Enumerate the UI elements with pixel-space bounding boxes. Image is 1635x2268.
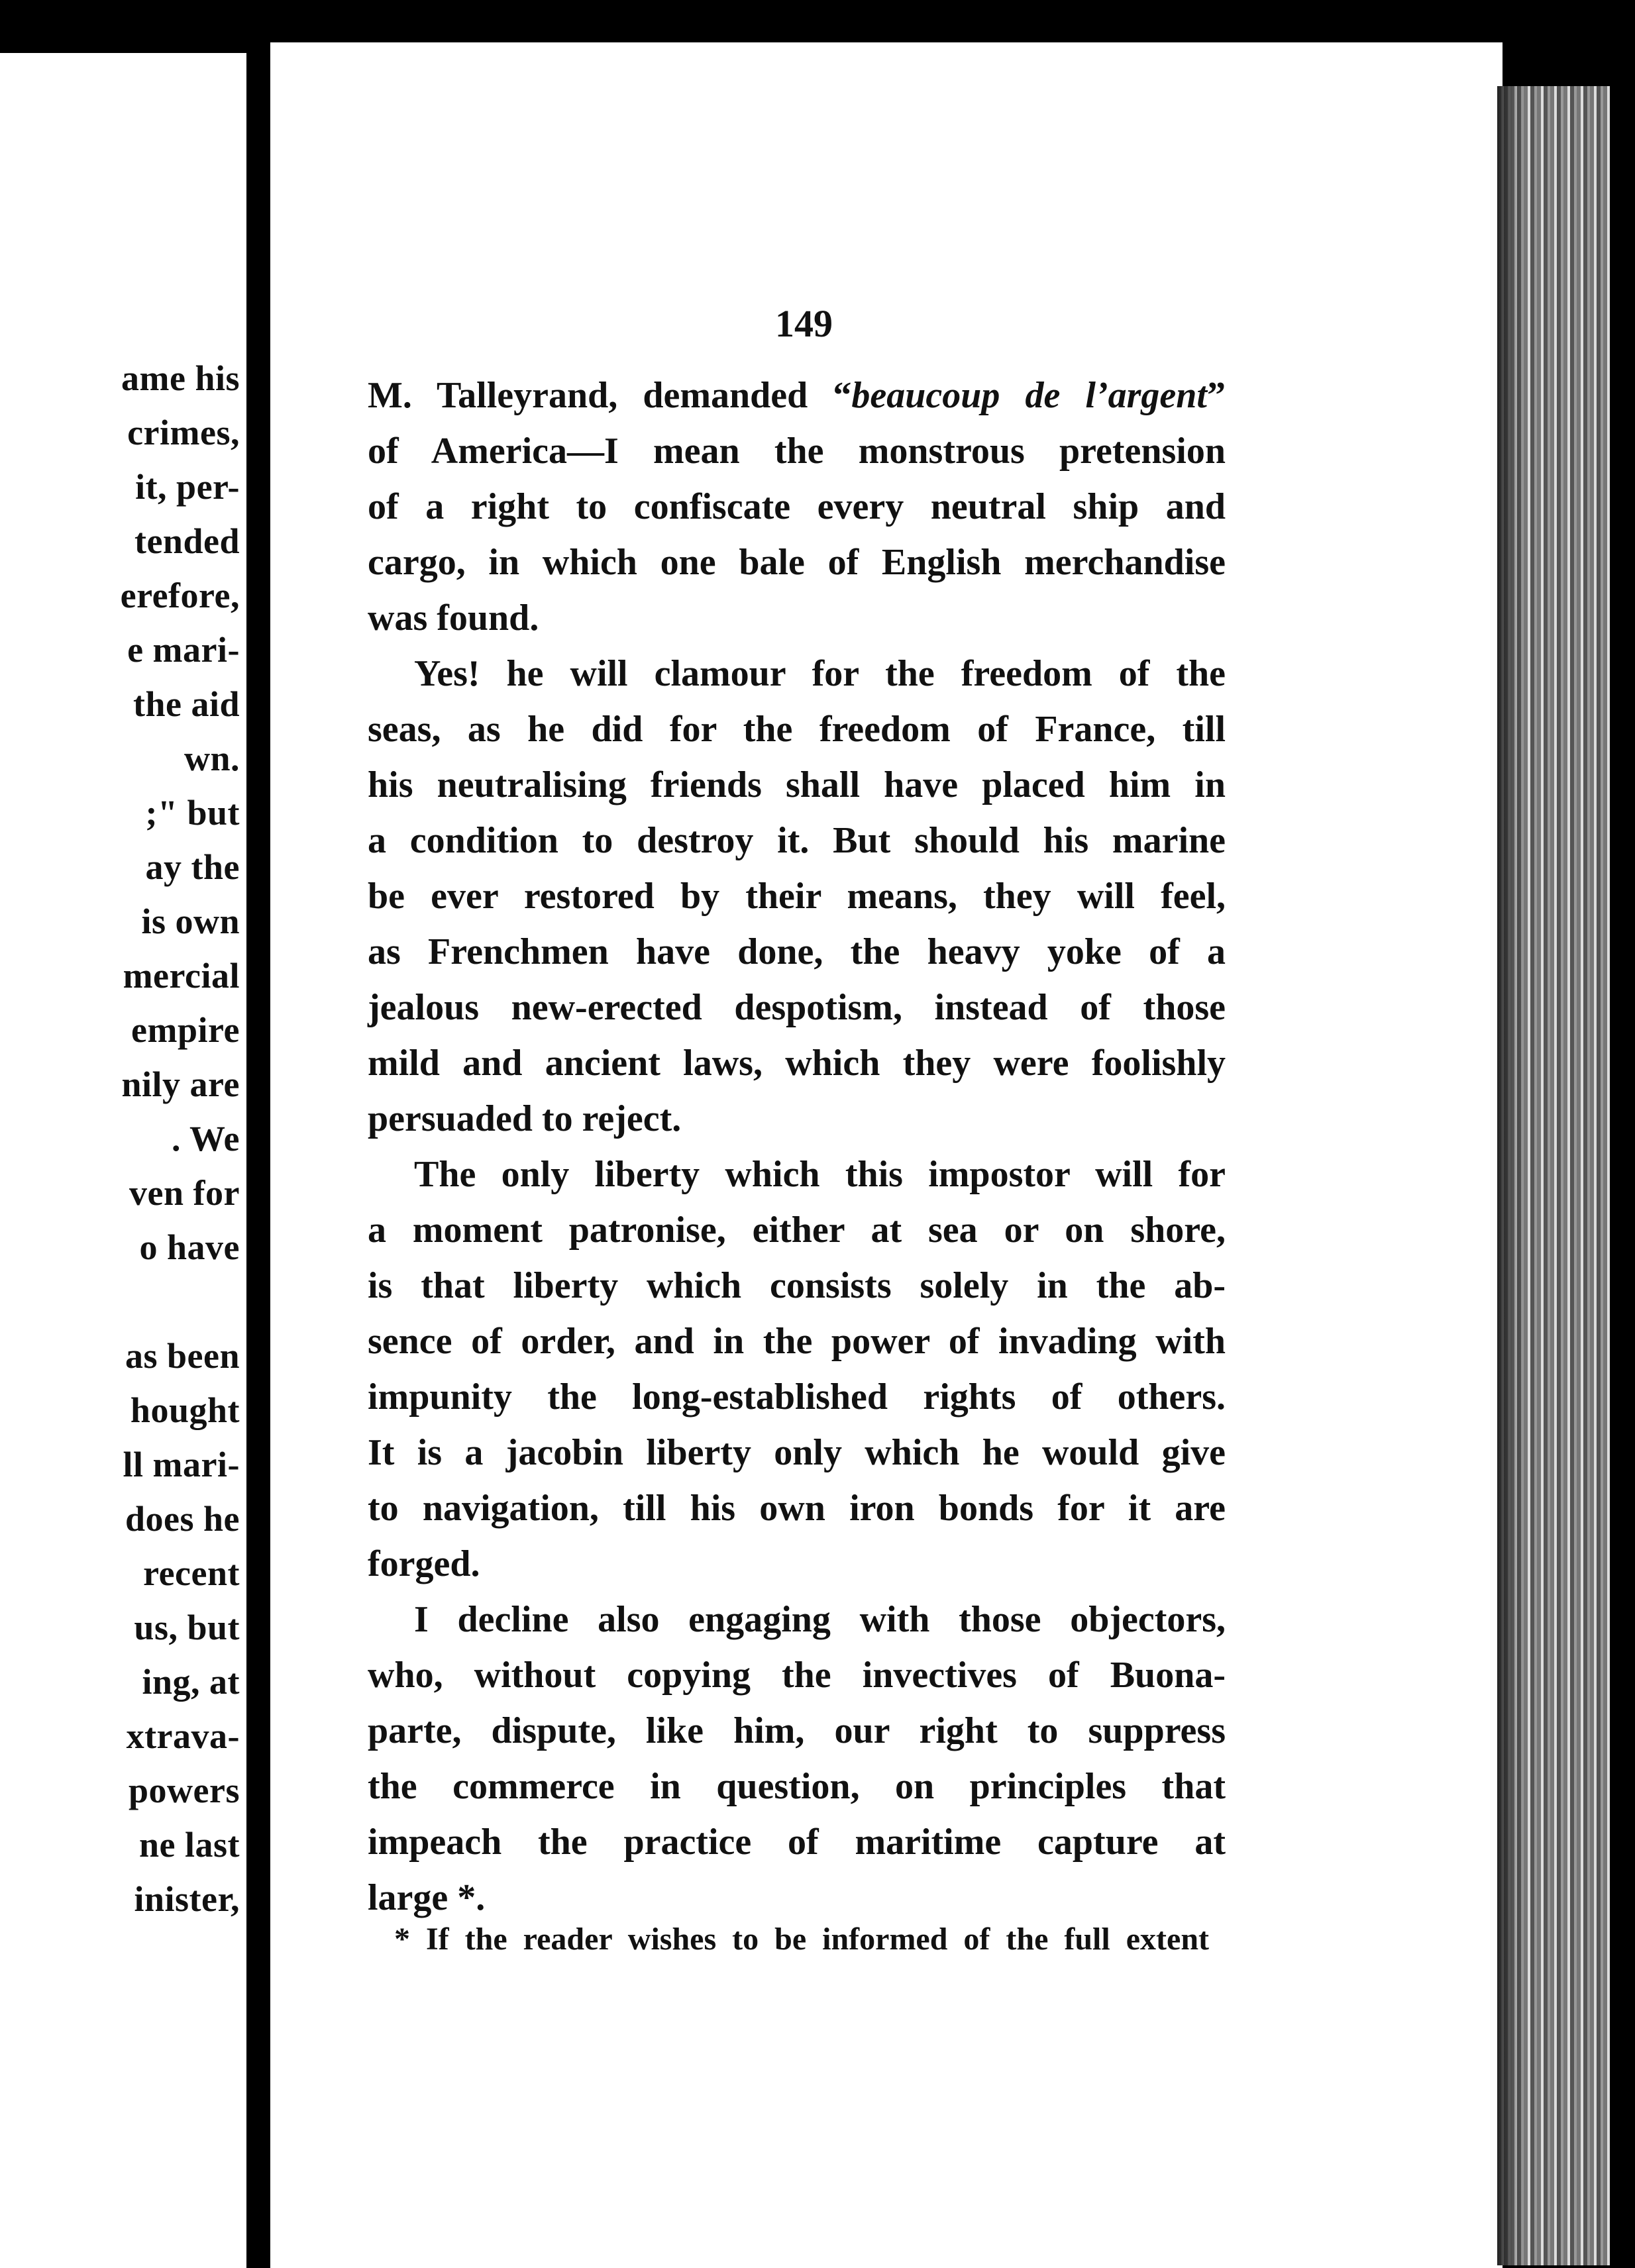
previous-page-line: it, per- [135, 467, 240, 507]
footnote: * If the reader wishes to be informed of the full extent [394, 1922, 1209, 1957]
text-line: mild and ancient laws, which they were foolishly [368, 1043, 1226, 1084]
previous-page-line: ven for [129, 1173, 240, 1213]
previous-page-line: ay the [145, 847, 240, 887]
previous-page-line: is own [141, 902, 240, 941]
previous-page-line: mercial [123, 956, 240, 996]
previous-page-line: ame his [121, 358, 240, 398]
text-line: as Frenchmen have done, the heavy yoke of a [368, 931, 1226, 972]
previous-page-line: erefore, [120, 576, 240, 615]
previous-page-line: ll mari- [123, 1445, 240, 1484]
page-edges [1497, 86, 1610, 2265]
text-line: parte, dispute, like him, our right to suppress [368, 1710, 1226, 1751]
previous-page-line: as been [125, 1336, 240, 1376]
text-line: I decline also engaging with those objectors, [414, 1599, 1226, 1640]
previous-page-line: ;" but [145, 793, 240, 833]
text-line: sence of order, and in the power of invading with [368, 1321, 1226, 1362]
text-line: persuaded to reject. [368, 1098, 682, 1139]
previous-page-line: xtrava- [126, 1716, 240, 1756]
text-line: Yes! he will clamour for the freedom of the [414, 653, 1226, 694]
text-run: M. Talleyrand, demanded “ [368, 375, 852, 416]
previous-page-line: the aid [132, 684, 240, 724]
text-line: impunity the long-established rights of others. [368, 1376, 1226, 1418]
text-line: is that liberty which consists solely in the ab- [368, 1265, 1226, 1306]
previous-page-line: ing, at [142, 1662, 240, 1702]
text-line: of a right to confiscate every neutral ship and [368, 486, 1226, 527]
page-number: 149 [775, 302, 833, 345]
previous-page-line: tended [134, 521, 240, 561]
paragraph [368, 368, 1226, 646]
previous-page-line: e mari- [127, 630, 240, 670]
text-line: cargo, in which one bale of English merchandise [368, 542, 1226, 583]
text-line: a condition to destroy it. But should his marine [368, 820, 1226, 861]
previous-page-line: crimes, [127, 413, 240, 452]
paragraph [368, 1592, 1226, 1926]
text-line: impeach the practice of maritime capture at [368, 1822, 1226, 1863]
previous-page-line: wn. [184, 739, 240, 778]
previous-page-line: us, but [134, 1608, 240, 1647]
text-line: the commerce in question, on principles that [368, 1766, 1226, 1807]
text-line: seas, as he did for the freedom of France, till [368, 709, 1226, 750]
previous-page-line: empire [131, 1010, 240, 1050]
previous-page-line: . We [171, 1119, 240, 1159]
previous-page-line: does he [125, 1499, 240, 1539]
text-line: his neutralising friends shall have placed him in [368, 764, 1226, 805]
italic-phrase: beaucoup de l’argent [851, 375, 1207, 416]
page-edge-shadow [1497, 86, 1524, 2265]
text-line: large *. [368, 1877, 486, 1918]
text-line: was found. [368, 597, 539, 639]
previous-page-line: o have [139, 1227, 240, 1267]
text-line [368, 368, 1226, 423]
text-line: to navigation, till his own iron bonds for it are [368, 1488, 1226, 1529]
text-line: It is a jacobin liberty only which he would give [368, 1432, 1226, 1473]
previous-page-line: powers [129, 1771, 240, 1810]
paragraph [368, 646, 1226, 1147]
text-line: The only liberty which this impostor will for [414, 1154, 1226, 1195]
previous-page-line: nily are [121, 1064, 240, 1104]
previous-page-line: hought [130, 1390, 240, 1430]
text-line: be ever restored by their means, they will feel, [368, 876, 1226, 917]
book-gutter [246, 53, 258, 2268]
text-line: of America—I mean the monstrous pretension [368, 431, 1226, 472]
previous-page-line: recent [143, 1553, 240, 1593]
text-line: who, without copying the invectives of Buona- [368, 1655, 1226, 1696]
body-text [368, 368, 1226, 1926]
text-run: ” [1207, 375, 1226, 416]
text-line: forged. [368, 1543, 480, 1584]
previous-page-line: inister, [134, 1879, 240, 1919]
paragraph [368, 1147, 1226, 1592]
text-line: jealous new-erected despotism, instead of those [368, 987, 1226, 1028]
previous-page-fragment [0, 53, 258, 2268]
text-line: a moment patronise, either at sea or on shore, [368, 1210, 1226, 1251]
previous-page-line: ne last [139, 1825, 240, 1865]
